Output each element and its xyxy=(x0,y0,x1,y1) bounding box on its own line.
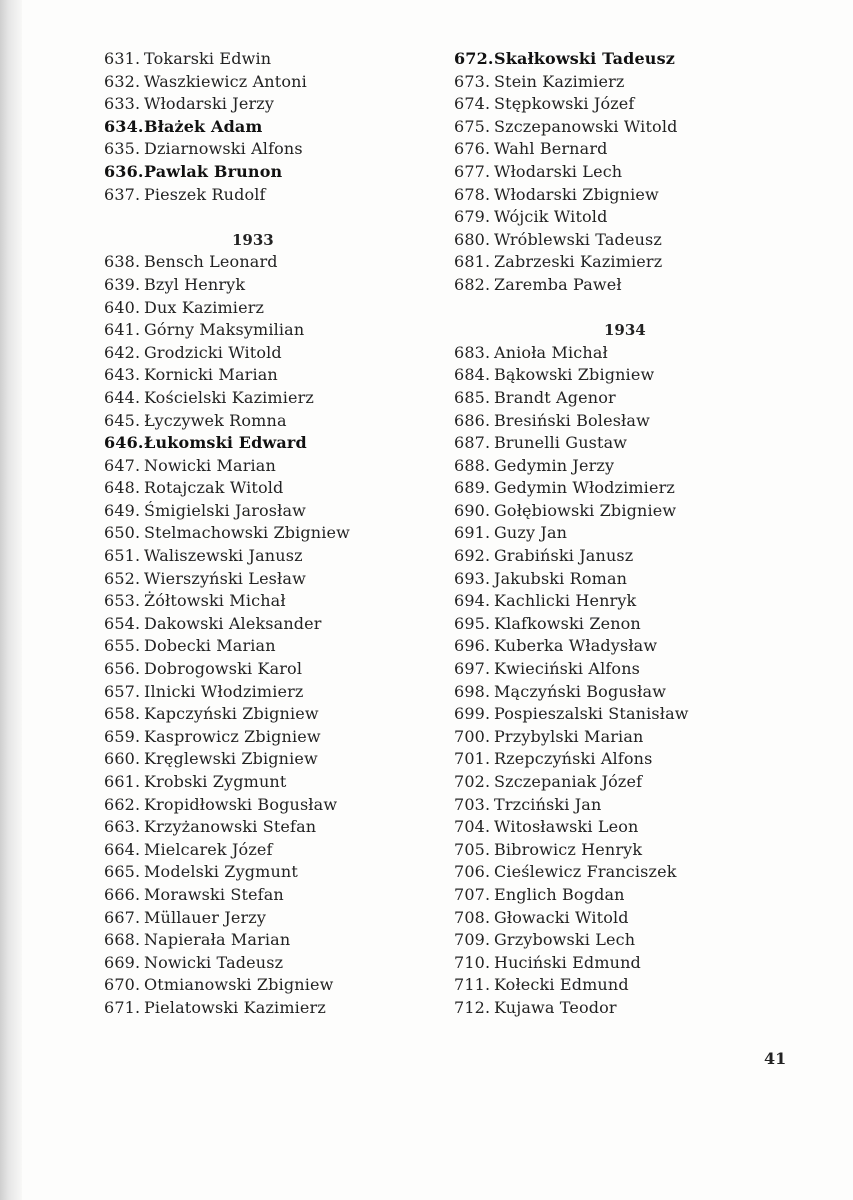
entry-number: 669. xyxy=(104,952,141,972)
entry-name: Kapczyński Zbigniew xyxy=(144,704,319,724)
entry-name: Dobrogowski Karol xyxy=(144,659,303,679)
entry-name: Modelski Zygmunt xyxy=(144,862,298,882)
list-entry xyxy=(104,410,484,433)
entry-name: Brandt Agenor xyxy=(494,387,616,407)
entry-number: 711. xyxy=(454,975,491,995)
entry-name: Kornicki Marian xyxy=(144,365,278,385)
entry-number: 645. xyxy=(104,410,141,430)
list-entry xyxy=(454,748,834,771)
entry-number: 709. xyxy=(454,930,491,950)
entry-name: Łyczywek Romna xyxy=(144,410,287,430)
list-entry xyxy=(104,274,484,297)
list-entry xyxy=(454,907,834,930)
entry-number: 640. xyxy=(104,297,141,317)
entry-number: 661. xyxy=(104,772,141,791)
list-entry xyxy=(104,658,484,681)
entry-name: Skałkowski Tadeusz xyxy=(494,49,675,68)
entry-number: 698. xyxy=(454,681,491,701)
entry-name: Pawlak Brunon xyxy=(144,161,283,181)
entry-name: Włodarski Lech xyxy=(494,161,623,181)
entry-number: 665. xyxy=(104,862,141,882)
entry-number: 667. xyxy=(104,907,141,927)
list-entry xyxy=(104,929,484,952)
entry-number: 663. xyxy=(104,817,141,837)
entry-number: 710. xyxy=(454,952,491,972)
list-entry xyxy=(454,93,834,116)
list-entry xyxy=(104,251,484,274)
entry-name: Gołębiowski Zbigniew xyxy=(494,500,677,520)
entry-number: 704. xyxy=(454,817,491,837)
entry-number: 642. xyxy=(104,342,141,362)
entry-number: 712. xyxy=(454,997,491,1017)
entry-number: 674. xyxy=(454,94,491,114)
list-entry xyxy=(454,590,834,613)
right-column xyxy=(454,48,834,1020)
entry-name: Nowicki Marian xyxy=(144,455,276,475)
entry-name: Dziarnowski Alfons xyxy=(144,139,303,159)
entry-number: 695. xyxy=(454,613,491,633)
entry-number: 666. xyxy=(104,884,141,904)
year-heading: 1934 xyxy=(604,321,646,340)
list-entry xyxy=(454,274,834,297)
list-entry xyxy=(454,635,834,658)
entry-name: Zaremba Paweł xyxy=(494,274,622,294)
entry-number: 653. xyxy=(104,591,141,611)
entry-number: 637. xyxy=(104,184,141,204)
list-entry xyxy=(454,816,834,839)
entry-number: 705. xyxy=(454,839,491,859)
entry-number: 639. xyxy=(104,274,141,294)
entry-name: Błażek Adam xyxy=(144,116,263,136)
list-entry xyxy=(454,884,834,907)
entry-number: 694. xyxy=(454,591,491,611)
list-entry xyxy=(104,161,484,184)
entry-name: Guzy Jan xyxy=(494,523,568,543)
entry-number: 635. xyxy=(104,139,141,159)
entry-name: Morawski Stefan xyxy=(144,884,284,904)
entry-name: Jakubski Roman xyxy=(494,568,628,588)
list-entry xyxy=(454,703,834,726)
entry-number: 670. xyxy=(104,975,141,995)
list-entry xyxy=(104,568,484,591)
entry-number: 677. xyxy=(454,161,491,181)
list-entry xyxy=(104,635,484,658)
list-entry xyxy=(104,319,484,342)
entry-number: 644. xyxy=(104,387,141,407)
entry-name: Stelmachowski Zbigniew xyxy=(144,523,350,543)
entry-number: 664. xyxy=(104,839,141,859)
entry-number: 658. xyxy=(104,704,141,724)
list-entry xyxy=(104,477,484,500)
entry-number: 646. xyxy=(104,433,144,453)
list-entry xyxy=(104,138,484,161)
list-entry xyxy=(104,952,484,975)
entry-name: Klafkowski Zenon xyxy=(494,613,641,633)
entry-name: Ilnicki Włodzimierz xyxy=(144,681,304,701)
list-entry xyxy=(454,48,834,71)
list-entry xyxy=(104,545,484,568)
entry-number: 638. xyxy=(104,252,141,272)
entry-name: Śmigielski Jarosław xyxy=(144,500,307,520)
entry-name: Kujawa Teodor xyxy=(494,997,617,1017)
entry-name: Grzybowski Lech xyxy=(494,930,636,950)
entry-name: Krobski Zygmunt xyxy=(144,772,287,791)
entry-number: 647. xyxy=(104,455,141,475)
list-entry xyxy=(454,861,834,884)
list-entry xyxy=(104,816,484,839)
entry-number: 650. xyxy=(104,523,141,543)
entry-number: 657. xyxy=(104,681,141,701)
entry-number: 685. xyxy=(454,387,491,407)
section-spacer xyxy=(104,206,484,229)
list-entry xyxy=(104,839,484,862)
year-heading: 1933 xyxy=(232,230,274,249)
entry-name: Kasprowicz Zbigniew xyxy=(144,726,321,746)
list-entry xyxy=(104,522,484,545)
entry-name: Głowacki Witold xyxy=(494,907,629,927)
entry-name: Waszkiewicz Antoni xyxy=(144,71,307,91)
entry-number: 708. xyxy=(454,907,491,927)
list-entry xyxy=(104,364,484,387)
entry-name: Napierała Marian xyxy=(144,930,291,950)
entry-name: Łukomski Edward xyxy=(144,433,307,453)
list-entry xyxy=(454,477,834,500)
list-entry xyxy=(454,116,834,139)
entry-number: 652. xyxy=(104,568,141,588)
list-entry xyxy=(454,522,834,545)
entry-name: Kropidłowski Bogusław xyxy=(144,794,338,814)
list-entry xyxy=(454,929,834,952)
list-entry xyxy=(104,48,484,71)
entry-number: 681. xyxy=(454,252,491,272)
book-spine-shadow xyxy=(0,0,22,1200)
entry-name: Bresiński Bolesław xyxy=(494,410,650,430)
entry-name: Pospieszalski Stanisław xyxy=(494,704,689,724)
entry-number: 633. xyxy=(104,94,141,114)
entry-name: Kołecki Edmund xyxy=(494,975,629,995)
entry-number: 654. xyxy=(104,613,141,633)
entry-number: 696. xyxy=(454,636,491,656)
list-entry xyxy=(454,364,834,387)
list-entry xyxy=(454,71,834,94)
entry-name: Trzciński Jan xyxy=(494,794,602,814)
entry-name: Bensch Leonard xyxy=(144,252,278,272)
entry-name: Müllauer Jerzy xyxy=(144,907,267,927)
list-entry xyxy=(454,251,834,274)
entry-number: 683. xyxy=(454,342,491,362)
list-entry xyxy=(454,432,834,455)
left-column xyxy=(104,48,484,1020)
entry-name: Cieślewicz Franciszek xyxy=(494,862,677,882)
list-entry xyxy=(104,771,484,794)
entry-name: Stein Kazimierz xyxy=(494,71,625,91)
entry-number: 692. xyxy=(454,546,491,566)
entry-number: 673. xyxy=(454,71,491,91)
entry-name: Grodzicki Witold xyxy=(144,342,282,362)
list-entry xyxy=(104,387,484,410)
entry-number: 643. xyxy=(104,365,141,385)
entry-number: 682. xyxy=(454,274,491,294)
list-entry xyxy=(454,568,834,591)
entry-name: Kwieciński Alfons xyxy=(494,659,641,679)
list-entry xyxy=(104,71,484,94)
entry-number: 706. xyxy=(454,862,491,882)
list-entry xyxy=(104,184,484,207)
entry-name: Pielatowski Kazimierz xyxy=(144,997,326,1017)
entry-name: Bzyl Henryk xyxy=(144,274,246,294)
list-entry xyxy=(104,297,484,320)
list-entry xyxy=(454,658,834,681)
entry-name: Stępkowski Józef xyxy=(494,94,635,114)
entry-number: 655. xyxy=(104,636,141,656)
list-entry xyxy=(454,952,834,975)
list-entry xyxy=(454,138,834,161)
entry-number: 641. xyxy=(104,320,141,340)
list-entry xyxy=(104,997,484,1020)
entry-name: Rzepczyński Alfons xyxy=(494,749,653,769)
entry-name: Kościelski Kazimierz xyxy=(144,387,315,407)
entry-number: 700. xyxy=(454,726,491,746)
entry-name: Kręglewski Zbigniew xyxy=(144,749,318,769)
list-entry xyxy=(104,116,484,139)
entry-name: Mączyński Bogusław xyxy=(494,681,667,701)
entry-name: Gedymin Włodzimierz xyxy=(494,478,675,498)
entry-number: 656. xyxy=(104,659,141,679)
entry-number: 668. xyxy=(104,930,141,950)
list-entry xyxy=(454,161,834,184)
list-entry xyxy=(454,184,834,207)
entry-name: Grabiński Janusz xyxy=(494,546,634,566)
entry-number: 631. xyxy=(104,49,141,68)
entry-name: Rotajczak Witold xyxy=(144,478,284,498)
entry-name: Włodarski Jerzy xyxy=(144,94,275,114)
entry-number: 636. xyxy=(104,161,144,181)
list-entry xyxy=(454,342,834,365)
list-entry xyxy=(454,545,834,568)
list-entry xyxy=(104,500,484,523)
entry-number: 702. xyxy=(454,772,491,791)
entry-name: Waliszewski Janusz xyxy=(144,546,303,566)
entry-name: Englich Bogdan xyxy=(494,884,625,904)
entry-number: 688. xyxy=(454,455,491,475)
entry-number: 680. xyxy=(454,229,491,249)
list-entry xyxy=(454,206,834,229)
entry-name: Żółtowski Michał xyxy=(144,591,286,611)
entry-name: Kachlicki Henryk xyxy=(494,591,637,611)
entry-number: 691. xyxy=(454,523,491,543)
entry-name: Bąkowski Zbigniew xyxy=(494,365,655,385)
entry-name: Bibrowicz Henryk xyxy=(494,839,643,859)
entry-name: Wahl Bernard xyxy=(494,139,608,159)
entry-number: 707. xyxy=(454,884,491,904)
list-entry xyxy=(104,681,484,704)
list-entry xyxy=(454,455,834,478)
entry-name: Gedymin Jerzy xyxy=(494,455,615,475)
entry-name: Mielcarek Józef xyxy=(144,839,273,859)
entry-name: Otmianowski Zbigniew xyxy=(144,975,334,995)
list-entry xyxy=(454,387,834,410)
list-entry xyxy=(104,455,484,478)
list-entry xyxy=(104,861,484,884)
entry-number: 697. xyxy=(454,659,491,679)
list-entry xyxy=(104,748,484,771)
entry-number: 693. xyxy=(454,568,491,588)
list-entry xyxy=(104,93,484,116)
entry-number: 634. xyxy=(104,116,144,136)
entry-name: Dakowski Aleksander xyxy=(144,613,322,633)
entry-name: Zabrzeski Kazimierz xyxy=(494,252,663,272)
entry-name: Krzyżanowski Stefan xyxy=(144,817,317,837)
entry-name: Witosławski Leon xyxy=(494,817,639,837)
entry-number: 687. xyxy=(454,433,491,453)
list-entry xyxy=(454,726,834,749)
list-entry xyxy=(454,500,834,523)
entry-number: 690. xyxy=(454,500,491,520)
entry-name: Brunelli Gustaw xyxy=(494,433,628,453)
entry-number: 660. xyxy=(104,749,141,769)
list-entry xyxy=(454,997,834,1020)
section-spacer xyxy=(454,297,834,320)
list-entry xyxy=(104,432,484,455)
entry-number: 651. xyxy=(104,546,141,566)
list-entry xyxy=(104,613,484,636)
entry-number: 632. xyxy=(104,71,141,91)
entry-name: Wróblewski Tadeusz xyxy=(494,229,662,249)
entry-number: 699. xyxy=(454,704,491,724)
entry-name: Włodarski Zbigniew xyxy=(494,184,659,204)
entry-name: Przybylski Marian xyxy=(494,726,644,746)
list-entry xyxy=(104,907,484,930)
list-entry xyxy=(104,342,484,365)
entry-number: 648. xyxy=(104,478,141,498)
entry-name: Tokarski Edwin xyxy=(144,49,272,68)
entry-name: Huciński Edmund xyxy=(494,952,641,972)
entry-number: 679. xyxy=(454,207,491,227)
entry-number: 649. xyxy=(104,500,141,520)
list-entry xyxy=(104,726,484,749)
entry-name: Górny Maksymilian xyxy=(144,320,305,340)
entry-number: 672. xyxy=(454,49,494,68)
entry-name: Dobecki Marian xyxy=(144,636,276,656)
entry-name: Wójcik Witold xyxy=(494,207,608,227)
list-entry xyxy=(454,613,834,636)
list-entry xyxy=(454,681,834,704)
list-entry xyxy=(454,839,834,862)
entry-name: Szczepanowski Witold xyxy=(494,116,678,136)
entry-number: 662. xyxy=(104,794,141,814)
list-entry xyxy=(104,974,484,997)
list-entry xyxy=(104,590,484,613)
list-entry xyxy=(454,794,834,817)
entry-number: 659. xyxy=(104,726,141,746)
entry-number: 703. xyxy=(454,794,491,814)
entry-number: 686. xyxy=(454,410,491,430)
list-entry xyxy=(104,884,484,907)
entry-number: 701. xyxy=(454,749,491,769)
entry-number: 676. xyxy=(454,139,491,159)
entry-number: 678. xyxy=(454,184,491,204)
entry-number: 684. xyxy=(454,365,491,385)
entry-name: Szczepaniak Józef xyxy=(494,772,643,791)
list-entry xyxy=(454,229,834,252)
list-entry xyxy=(454,771,834,794)
entry-number: 671. xyxy=(104,997,141,1017)
entry-number: 689. xyxy=(454,478,491,498)
entry-name: Anioła Michał xyxy=(494,342,608,362)
entry-name: Dux Kazimierz xyxy=(144,297,265,317)
entry-name: Pieszek Rudolf xyxy=(144,184,266,204)
list-entry xyxy=(104,703,484,726)
list-entry xyxy=(454,974,834,997)
entry-number: 675. xyxy=(454,116,491,136)
entry-name: Kuberka Władysław xyxy=(494,636,658,656)
entry-name: Nowicki Tadeusz xyxy=(144,952,284,972)
list-entry xyxy=(454,410,834,433)
page-number: 41 xyxy=(764,1049,787,1068)
entry-name: Wierszyński Lesław xyxy=(144,568,306,588)
list-entry xyxy=(104,794,484,817)
